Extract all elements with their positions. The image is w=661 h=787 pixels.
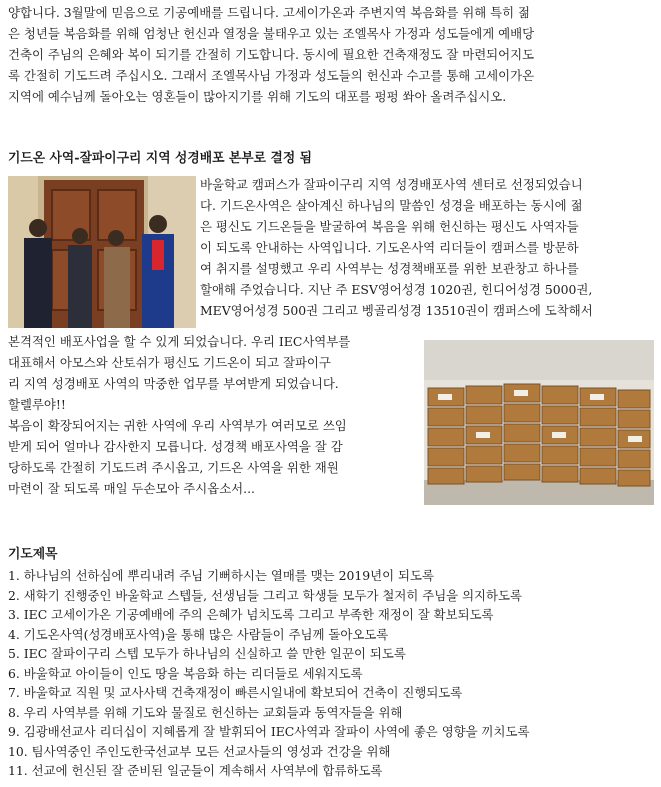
text-line: 록 간절히 기도드려 주십시오. 그래서 조엘목사님 가정과 성도들의 헌신과 수고를 통해 고세이가온 xyxy=(8,68,535,83)
wrap-left-text xyxy=(8,352,420,499)
list-item: 11. 선교에 헌신된 잘 준비된 일군들이 계속해서 사역부에 합류하도록 xyxy=(8,763,383,778)
list-item: 1. 하나님의 선하심에 뿌리내려 주님 기뻐하시는 열매를 맺는 2019년이 되도록 xyxy=(8,568,434,583)
text-line: 다. 기드온사역은 살아계신 하나님의 말씀인 성경을 배포하는 동시에 젊 xyxy=(200,198,583,213)
list-item: 5. IEC 잘파이구리 스텝 모두가 하나님의 신실하고 쓸 만한 일꾼이 되도록 xyxy=(8,646,406,661)
prayer-list xyxy=(8,566,654,781)
wrap-right-text xyxy=(200,174,656,321)
text-line: 바울학교 캠퍼스가 잘파이구리 지역 성경배포사역 센터로 선정되었습니 xyxy=(200,177,583,192)
section-heading: 기드온 사역-잘파이구리 지역 성경배포 본부로 결정 됨 xyxy=(8,151,313,166)
list-item: 6. 바울학교 아이들이 인도 땅을 복음화 하는 리더들로 세워지도록 xyxy=(8,665,363,681)
list-item: 9. 김광배선교사 리더십이 지혜롭게 잘 발휘되어 IEC사역과 잘파이 사역에 좋은 영향을 끼치도록 xyxy=(8,724,530,739)
bible-boxes-photo xyxy=(424,340,654,505)
group-photo xyxy=(8,176,196,328)
text-line: 지역에 예수님께 돌아오는 영혼들이 많아지기를 위해 기도의 대포를 펑펑 쏴아 올려주십시오. xyxy=(8,89,507,104)
prayer-title: 기도제목 xyxy=(8,547,58,562)
text-line: 이 되도록 안내하는 사역입니다. 기도온사역 리더들이 캠퍼스를 방문하 xyxy=(200,240,579,255)
text-line: 복음이 확장되어지는 귀한 사역에 우리 사역부가 여러모로 쓰임 xyxy=(8,418,347,433)
list-item: 7. 바울학교 직원 및 교사사택 건축재정이 빠른시일내에 확보되어 건축이 진행되도록 xyxy=(8,685,463,700)
text-line: 건축이 주님의 은혜와 복이 되기를 간절히 기도합니다. 동시에 필요한 건축재정도 잘 마련되어지도 xyxy=(8,47,535,62)
text-line: 여 취지를 설명했고 우리 사역부는 성경책배포를 위한 보관창고 하나를 xyxy=(200,261,579,276)
list-item: 4. 기도온사역(성경배포사역)을 통해 많은 사람들이 주님께 돌아오도록 xyxy=(8,626,389,642)
text-line: 본격적인 배포사업을 할 수 있게 되었습니다. 우리 IEC사역부를 xyxy=(8,334,351,349)
text-line: 할렐루야!! xyxy=(8,397,66,412)
text-line: 당하도록 간절히 기도드려 주시옵고, 기드온 사역을 위한 재원 xyxy=(8,460,339,475)
text-line: 할애해 주었습니다. 지난 주 ESV영어성경 1020권, 힌디어성경 5000권, xyxy=(200,282,593,297)
text-line: 리 지역 성경배포 사역의 막중한 업무를 부여받게 되었습니다. xyxy=(8,376,339,391)
list-item: 2. 새학기 진행중인 바울학교 스텝들, 선생님들 그리고 학생들 모두가 철저히 주님을 의지하도록 xyxy=(8,587,522,603)
text-line: 은 청년들 복음화를 위해 엄청난 헌신과 열정을 불태우고 있는 조엘목사 가정과 성도들에게 예배당 xyxy=(8,26,535,41)
text-line: MEV영어성경 500권 그리고 벵골리성경 13510권이 캠퍼스에 도착해서 xyxy=(200,303,593,318)
list-item: 3. IEC 고세이가온 기공예배에 주의 은혜가 넘치도록 그리고 부족한 재정이 잘 확보되도록 xyxy=(8,607,494,622)
text-line: 대표해서 아모스와 산토쉬가 평신도 기드온이 되고 잘파이구 xyxy=(8,355,331,370)
text-line: 마련이 잘 되도록 매일 두손모아 주시옵소서... xyxy=(8,481,255,496)
list-item: 8. 우리 사역부를 위해 기도와 물질로 헌신하는 교회들과 동역자들을 위해 xyxy=(8,704,403,720)
list-item: 10. 팀사역중인 주인도한국선교부 모든 선교사들의 영성과 건강을 위해 xyxy=(8,743,391,759)
text-line: 양합니다. 3월말에 믿음으로 기공예배를 드립니다. 고세이가온과 주변지역 복음화를 위해 특히 젊 xyxy=(8,5,530,20)
text-line: 받게 되어 얼마나 감사한지 모릅니다. 성경책 배포사역을 잘 감 xyxy=(8,439,343,454)
intro-paragraph xyxy=(8,2,654,107)
text-line: 은 평신도 기드온들을 발굴하여 복음을 위해 헌신하는 평신도 사역자들 xyxy=(200,219,579,234)
